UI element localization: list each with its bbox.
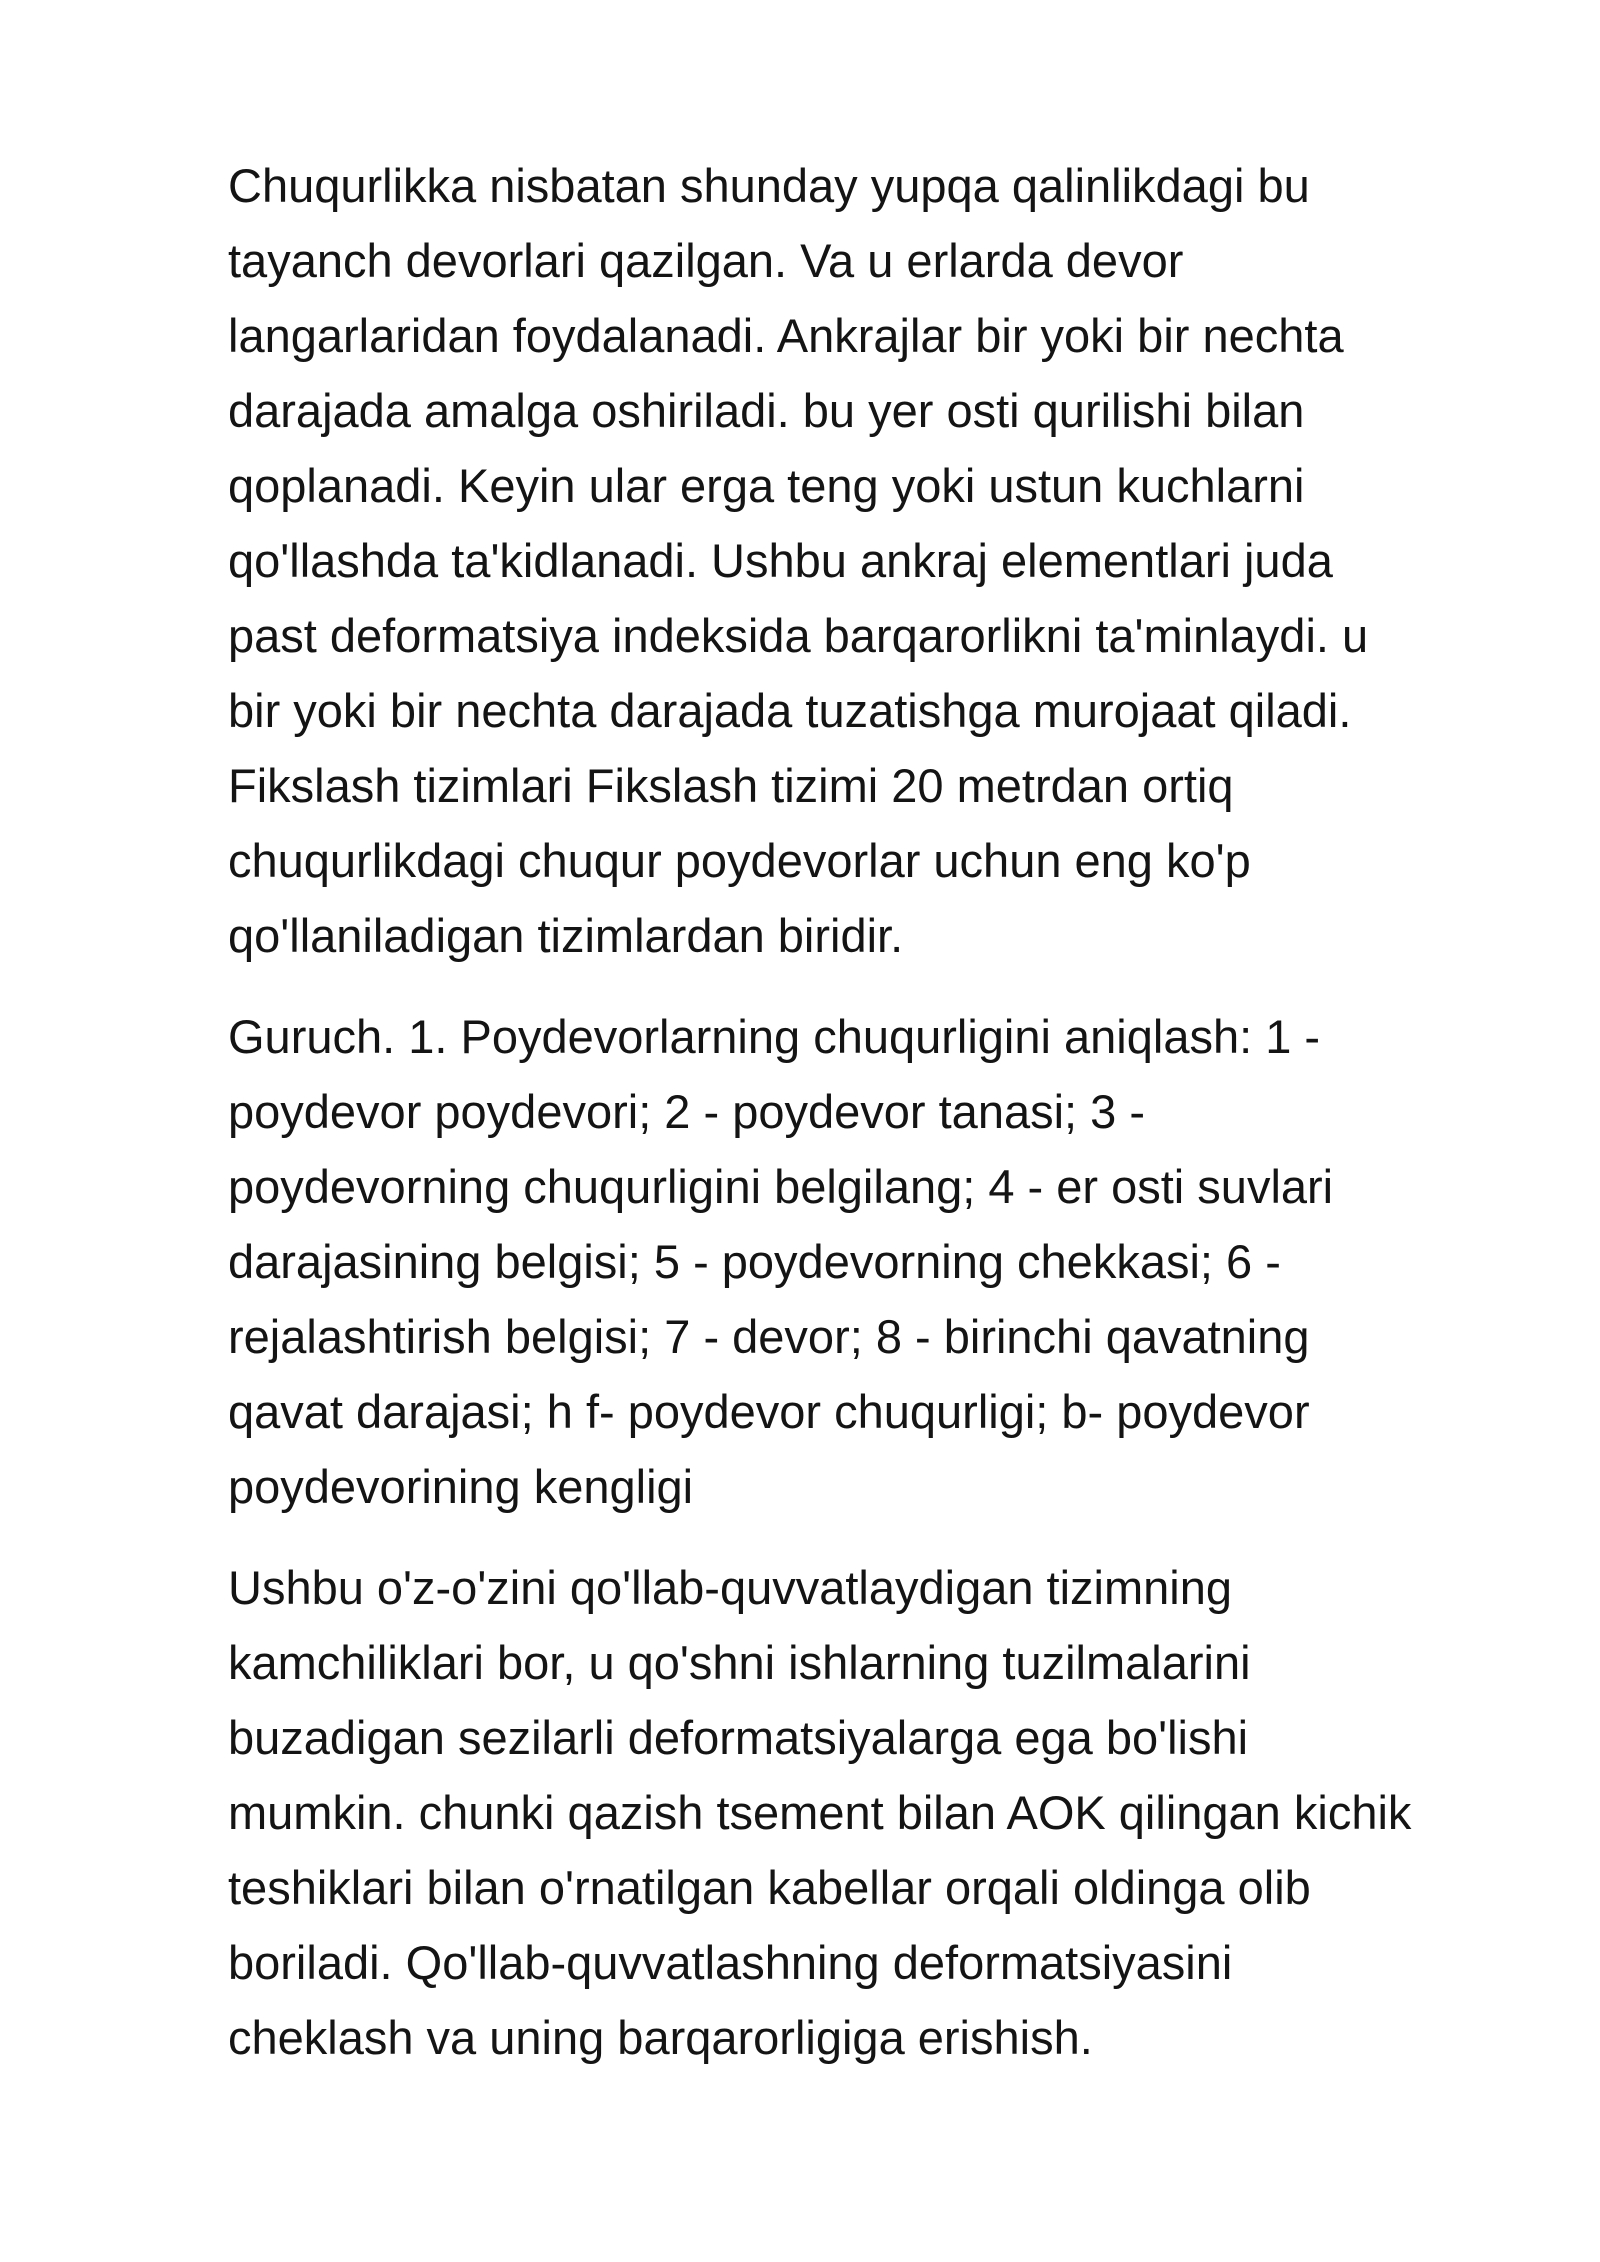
paragraph-line: cheklash va uning barqarorligiga erishish. — [228, 2011, 1093, 2064]
paragraph-line: darajasining belgisi; 5 - poydevorning chekkasi; 6 - — [228, 1235, 1281, 1288]
paragraph-line: teshiklari bilan o'rnatilgan kabellar orqali oldinga olib — [228, 1861, 1311, 1914]
paragraph-line: poydevorining kengligi — [228, 1460, 694, 1513]
paragraph-line: qo'llashda ta'kidlanadi. Ushbu ankraj elementlari juda — [228, 534, 1333, 587]
paragraph-line: Chuqurlikka nisbatan shunday yupqa qalinlikdagi bu — [228, 159, 1310, 212]
paragraph-line: darajada amalga oshiriladi. bu yer osti qurilishi bilan — [228, 384, 1305, 437]
paragraph-line: rejalashtirish belgisi; 7 - devor; 8 - birinchi qavatning — [228, 1310, 1310, 1363]
paragraph-1 — [228, 148, 1478, 973]
paragraph-line: poydevor poydevori; 2 - poydevor tanasi; 3 - — [228, 1085, 1146, 1138]
paragraph-line: mumkin. chunki qazish tsement bilan AOK qilingan kichik — [228, 1786, 1412, 1839]
paragraph-line: poydevorning chuqurligini belgilang; 4 - er osti suvlari — [228, 1160, 1334, 1213]
paragraph-line: Ushbu o'z-o'zini qo'llab-quvvatlaydigan tizimning — [228, 1561, 1233, 1614]
paragraph-line: qo'llaniladigan tizimlardan biridir. — [228, 909, 904, 962]
paragraph-line: tayanch devorlari qazilgan. Va u erlarda devor — [228, 234, 1184, 287]
paragraph-line: kamchiliklari bor, u qo'shni ishlarning tuzilmalarini — [228, 1636, 1251, 1689]
paragraph-line: Fikslash tizimlari Fikslash tizimi 20 metrdan ortiq — [228, 759, 1234, 812]
paragraph-line: boriladi. Qo'llab-quvvatlashning deformatsiyasini — [228, 1936, 1233, 1989]
paragraph-line: buzadigan sezilarli deformatsiyalarga ega bo'lishi — [228, 1711, 1249, 1764]
paragraph-line: bir yoki bir nechta darajada tuzatishga murojaat qiladi. — [228, 684, 1352, 737]
paragraph-line: past deformatsiya indeksida barqarorlikni ta'minlaydi. u — [228, 609, 1369, 662]
paragraph-line: qavat darajasi; h f- poydevor chuqurligi; b- poydevor — [228, 1385, 1310, 1438]
document-body — [228, 148, 1478, 2101]
paragraph-line: langarlaridan foydalanadi. Ankrajlar bir yoki bir nechta — [228, 309, 1344, 362]
paragraph-line: chuqurlikdagi chuqur poydevorlar uchun eng ko'p — [228, 834, 1251, 887]
paragraph-line: Guruch. 1. Poydevorlarning chuqurligini aniqlash: 1 - — [228, 1010, 1321, 1063]
paragraph-3 — [228, 1550, 1478, 2075]
paragraph-2-figure-caption — [228, 999, 1478, 1524]
paragraph-line: qoplanadi. Keyin ular erga teng yoki ustun kuchlarni — [228, 459, 1305, 512]
